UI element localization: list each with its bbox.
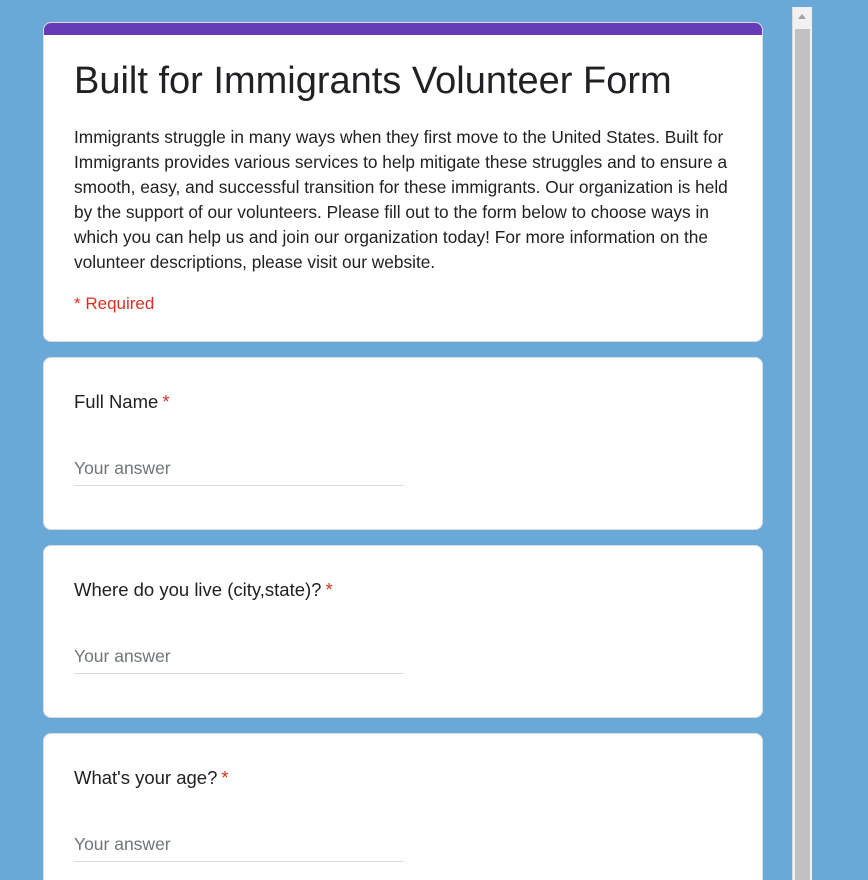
question-title: [74, 390, 732, 414]
form-column: [43, 22, 763, 880]
question-title: [74, 578, 732, 602]
form-description: Immigrants struggle in many ways when they first move to the United States. Built for Immigrants provides various services to help mitigate these struggles and to ensure a smooth, easy, and successful transition for these immigrants. Our organization is held by the support of our volunteers. Please fill out to the form below to choose ways in which you can help us and join our organization today! For more information on the volunteer descriptions, please visit our website.: [74, 127, 733, 272]
question-label: What's your age?: [74, 767, 218, 788]
required-note: * Required: [74, 294, 155, 313]
required-asterisk: *: [325, 579, 333, 600]
question-label: Where do you live (city,state)?: [74, 579, 322, 600]
question-card-location: [43, 545, 763, 718]
header-accent-bar: [44, 23, 762, 35]
age-input[interactable]: [74, 834, 404, 862]
required-asterisk: *: [221, 767, 229, 788]
question-card-age: [43, 733, 763, 880]
full-name-input[interactable]: [74, 458, 404, 486]
form-title: Built for Immigrants Volunteer Form: [74, 60, 672, 102]
question-title: [74, 766, 732, 790]
vertical-scrollbar[interactable]: [792, 7, 812, 880]
form-header-card: [43, 22, 763, 342]
location-input[interactable]: [74, 646, 404, 674]
required-asterisk: *: [162, 391, 170, 412]
scroll-up-arrow-icon[interactable]: [793, 7, 812, 27]
question-label: Full Name: [74, 391, 159, 412]
question-card-full-name: [43, 357, 763, 530]
header-body: [44, 35, 762, 314]
scrollbar-thumb[interactable]: [795, 29, 810, 880]
